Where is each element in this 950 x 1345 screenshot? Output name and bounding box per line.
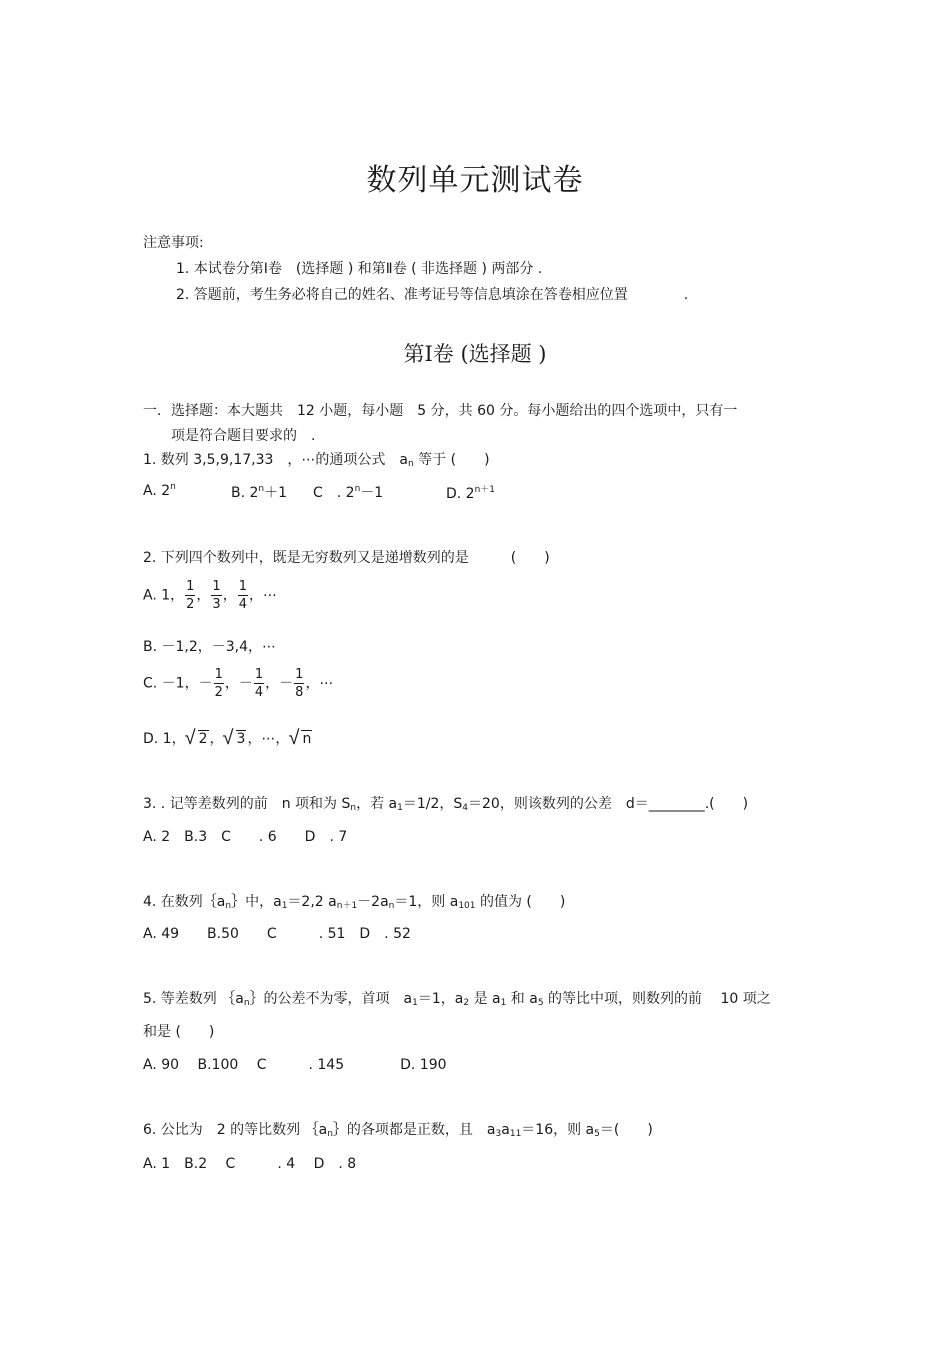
fraction: $\frac{1}{8}$ [295, 667, 304, 700]
part-intro-line2: 项是符合题目要求的 . [171, 428, 316, 444]
fraction: $\frac{1}{2}$ [214, 667, 223, 700]
notes-label: 注意事项: [143, 235, 204, 251]
question-5-stem: 5. 等差数列 $\{a_n\}$的公差不为零，首项 $a_1=1$，$a_2$ 是 $a_1$ 和 $a_5$ 的等比中项，则数列的前 10 项之 [143, 991, 771, 1008]
question-5-options: A. 90 B.100 C . 145 D. 190 [143, 1057, 447, 1073]
note-item-2: 2. 答题前，考生务必将自己的姓名、准考证号等信息填涂在答卷相应位置 . [176, 287, 689, 303]
question-5-stem-line2: 和是 ( ) [143, 1024, 215, 1040]
question-1-option-c: C . $2^n-1$ [313, 484, 384, 501]
section-title: 第Ⅰ卷 (选择题 ) [403, 342, 547, 366]
question-4-options: A. 49 B.50 C . 51 D . 52 [143, 926, 411, 942]
fraction: $\frac{1}{4}$ [254, 667, 264, 700]
question-6-options: A. 1 B.2 C . 4 D . 8 [143, 1156, 357, 1172]
question-6-stem: 6. 公比为 2 的等比数列 $\{a_n\}$的各项都是正数，且 $a_3a_{11}=16$，则 $a_5=$( ) [143, 1122, 653, 1139]
question-3-stem: 3. . 记等差数列的前 n 项和为 $S_n$，若 $a_1=1/2$，$S_4=20$，则该数列的公差 d＝________.( ) [143, 796, 749, 813]
question-2-stem: 2. 下列四个数列中，既是无穷数列又是递增数列的是 ( ) [143, 550, 550, 566]
page-title: 数列单元测试卷 [366, 163, 584, 198]
square-root: √ 3 [222, 725, 246, 749]
question-2-option-c: C. －1，－ $\frac{1}{2}$ ，－ $\frac{1}{4}$ ，－ $\frac{1}{8}$ ，⋯ [143, 667, 334, 700]
question-2-option-d: D. 1， √ 2 ， √ 3 ，⋯， √ n [143, 725, 312, 749]
part-intro-line1: 一．选择题：本大题共 12 小题，每小题 5 分，共 60 分。每小题给出的四个选项中，只有一 [143, 403, 738, 419]
question-2-option-b: B. －1,2，－3,4，⋯ [143, 639, 277, 655]
question-4-stem: 4. 在数列$\{a_n\}$中，$a_1=2,2$ $a_{n+1}-2a_n=1$，则 $a_{101}$ 的值为 ( ) [143, 894, 566, 911]
fraction: $\frac{1}{2}$ [186, 579, 195, 612]
question-3-options: A. 2 B.3 C . 6 D . 7 [143, 829, 348, 845]
question-1-option-d: D. $2^{n+1}$ [446, 485, 496, 502]
question-1-option-b: B. $2^n+1$ [231, 484, 288, 501]
question-1-option-a: A. 2$^n$ [143, 482, 176, 499]
square-root: √ 2 [184, 725, 208, 749]
fraction: $\frac{1}{3}$ [212, 579, 221, 612]
question-1-stem: 1. 数列 3,5,9,17,33 ，⋯的通项公式 $a_n$ 等于 ( ) [143, 452, 490, 469]
square-root: √ n [288, 725, 312, 749]
fraction: $\frac{1}{4}$ [238, 579, 247, 612]
note-item-1: 1. 本试卷分第Ⅰ卷 (选择题 ) 和第Ⅱ卷 ( 非选择题 ) 两部分 . [176, 261, 543, 277]
question-2-option-a: A. 1， $\frac{1}{2}$ ， $\frac{1}{3}$ ， $\frac{1}{4}$ ，⋯ [143, 579, 277, 612]
